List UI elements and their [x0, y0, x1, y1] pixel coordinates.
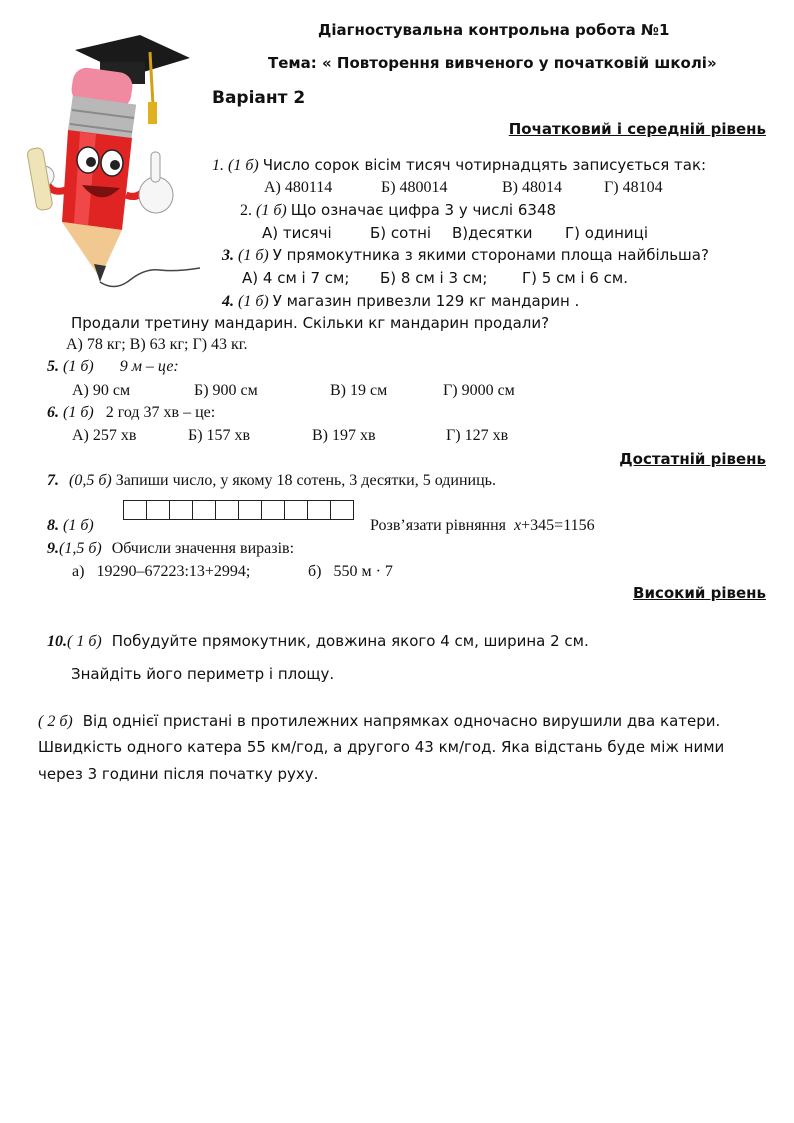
topic-line: Тема: « Повторення вивченого у початковій школі» — [268, 54, 717, 72]
task-9-expression-b — [308, 562, 393, 582]
answer-box — [123, 500, 147, 520]
task-9-question — [47, 539, 294, 559]
task-9-b-expr: 550 м · 7 — [333, 563, 393, 580]
task-10-text-continued: Знайдіть його периметр і площу. — [71, 665, 335, 683]
task-9-text: Обчисли значення виразів: — [111, 540, 295, 557]
task-5-option-a: А) 90 см — [72, 382, 131, 399]
task-3-text: У прямокутника з якими сторонами площа найбільша? — [272, 246, 709, 264]
task-6-text: 2 год 37 хв – це: — [105, 404, 216, 421]
task-2-text: Що означає цифра 3 у числі 6348 — [290, 201, 557, 219]
task-3-option-c: Г) 5 см і 6 см. — [522, 269, 628, 287]
answer-box — [261, 500, 285, 520]
task-7-number: 7. — [47, 472, 59, 489]
task-8-question — [47, 516, 94, 536]
task-4-score: (1 б) — [238, 293, 269, 310]
answer-box — [238, 500, 262, 520]
task-5-option-d: Г) 9000 см — [443, 382, 515, 399]
task-1-text: Число сорок вісім тисяч чотирнадцять записується так: — [262, 156, 707, 174]
task-2-number: 2. — [240, 202, 252, 219]
task-5-option-c: В) 19 см — [330, 382, 388, 399]
task-2-score: (1 б) — [256, 202, 287, 219]
task-6-option-a: А) 257 хв — [72, 427, 137, 444]
task-5-text: 9 м – це: — [119, 358, 179, 375]
task-8-number: 8. — [47, 517, 59, 534]
level-high-heading: Високий рівень — [633, 584, 766, 602]
task-4-options: А) 78 кг; В) 63 кг; Г) 43 кг. — [66, 336, 248, 353]
task-1-question — [212, 155, 706, 176]
task-11-text-1: Від однієї пристані в протилежних напрямках одночасно вирушили два катери. — [82, 712, 721, 730]
task-3-option-a: А) 4 см і 7 см; — [242, 269, 350, 287]
task-4-text-continued: Продали третину мандарин. Скільки кг мандарин продали? — [71, 314, 550, 332]
task-9-a-expr: 19290–67223:13+2994; — [96, 563, 251, 580]
answer-box — [192, 500, 216, 520]
task-5-number: 5. — [47, 358, 59, 375]
task-3-question — [222, 245, 709, 266]
task-5-option-b: Б) 900 см — [194, 382, 258, 399]
task-3-score: (1 б) — [238, 247, 269, 264]
page-title: Діагностувальна контрольна робота №1 — [318, 21, 670, 39]
task-1-option-c: В) 48014 — [502, 179, 562, 196]
task-2-question — [240, 200, 556, 221]
task-4-text: У магазин привезли 129 кг мандарин . — [272, 292, 580, 310]
task-11-line-1 — [38, 711, 720, 732]
task-9-expression-a — [72, 562, 250, 582]
task-7-score: (0,5 б) — [69, 472, 112, 489]
task-6-option-b: Б) 157 хв — [188, 427, 251, 444]
task-8-equation — [370, 516, 595, 536]
level-sufficient-heading: Достатній рівень — [619, 450, 766, 468]
task-11-score: ( 2 б) — [38, 713, 73, 730]
task-10-number: 10. — [47, 633, 67, 650]
task-8-text: Розв’язати рівняння — [370, 517, 507, 534]
answer-box — [330, 500, 354, 520]
task-9-a-label: а) — [72, 563, 85, 580]
task-10-question — [47, 631, 589, 652]
task-3-number: 3. — [222, 247, 234, 264]
task-8-equation-rest: +345=1156 — [521, 517, 595, 534]
task-1-option-d: Г) 48104 — [604, 179, 663, 196]
answer-box — [307, 500, 331, 520]
task-1-option-b: Б) 480014 — [381, 179, 448, 196]
task-4-question — [222, 291, 579, 312]
pencil-mascot-illustration — [20, 30, 205, 292]
answer-boxes — [124, 500, 354, 520]
task-6-number: 6. — [47, 404, 59, 421]
task-9-score: (1,5 б) — [59, 540, 102, 557]
task-11-line-3: через 3 години після початку руху. — [38, 765, 319, 783]
level-initial-heading: Початковий і середній рівень — [508, 120, 766, 138]
task-1-option-a: А) 480114 — [264, 179, 333, 196]
task-2-option-a: А) тисячі — [262, 224, 332, 242]
answer-box — [146, 500, 170, 520]
task-9-number: 9. — [47, 540, 59, 557]
task-10-text: Побудуйте прямокутник, довжина якого 4 см, ширина 2 см. — [111, 632, 589, 650]
task-6-option-d: Г) 127 хв — [446, 427, 509, 444]
task-10-score: ( 1 б) — [67, 633, 102, 650]
task-7-text: Запиши число, у якому 18 сотень, 3 десятки, 5 одиниць. — [115, 472, 496, 489]
task-1-number: 1. (1 б) — [212, 157, 259, 174]
answer-box — [215, 500, 239, 520]
task-2-option-b: Б) сотні — [370, 224, 432, 242]
task-5-score: (1 б) — [63, 358, 94, 375]
task-9-b-label: б) — [308, 563, 322, 580]
task-6-score: (1 б) — [63, 404, 94, 421]
task-5-question — [47, 357, 179, 377]
task-3-option-b: Б) 8 см і 3 см; — [380, 269, 488, 287]
task-8-score: (1 б) — [63, 517, 94, 534]
task-4-number: 4. — [222, 293, 234, 310]
task-8-variable: x — [514, 517, 522, 534]
task-11-line-2: Швидкість одного катера 55 км/год, а другого 43 км/год. Яка відстань буде між ними — [38, 738, 725, 756]
answer-box — [284, 500, 308, 520]
variant-label: Варіант 2 — [212, 88, 306, 108]
task-6-question — [47, 403, 215, 423]
answer-box — [169, 500, 193, 520]
task-2-option-c: В)десятки — [452, 224, 533, 242]
task-6-option-c: В) 197 хв — [312, 427, 376, 444]
task-2-option-d: Г) одиниці — [565, 224, 648, 242]
task-7-question — [47, 471, 496, 491]
